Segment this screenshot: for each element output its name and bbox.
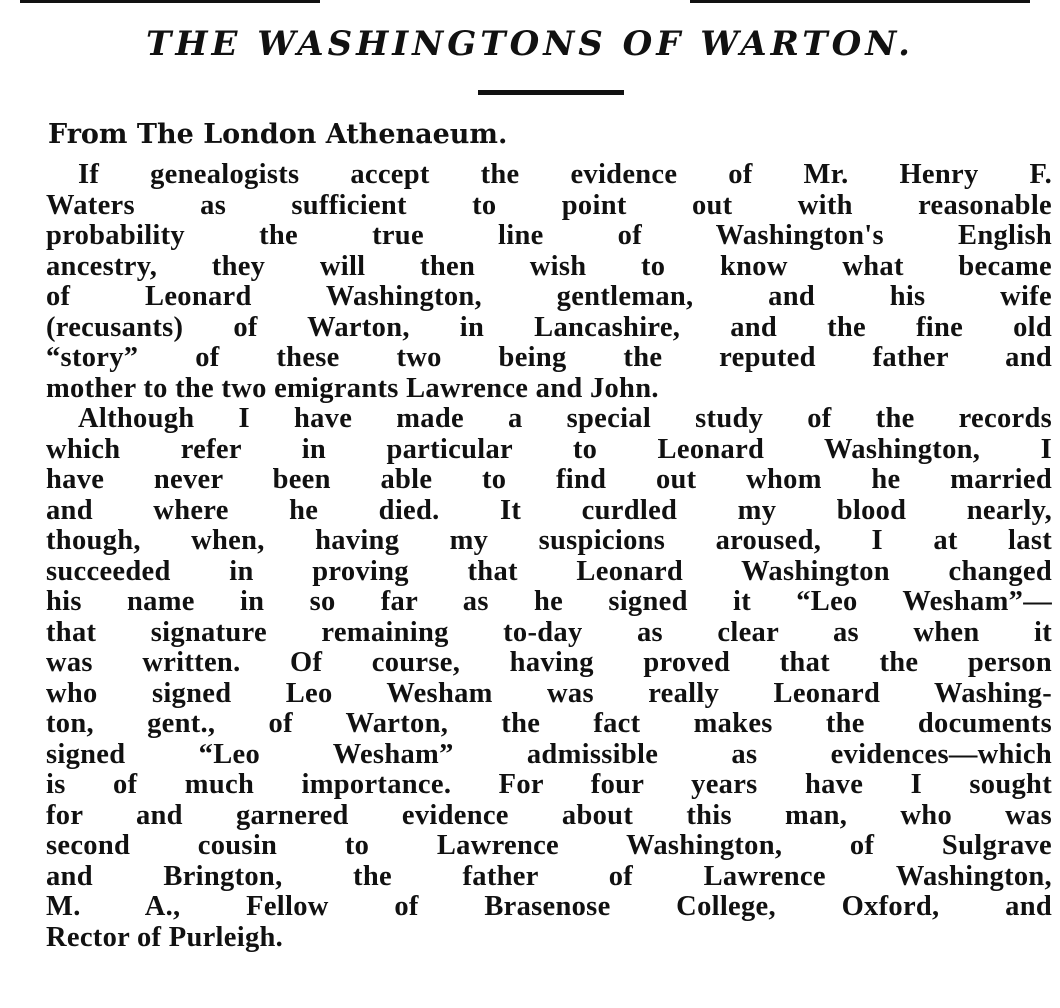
article-body [46,160,1052,953]
source-line: From The London Athenaeum. [48,119,508,150]
article-line: ton, gent., of Warton, the fact makes the documents [46,708,1052,739]
article-line: Although I have made a special study of the records [78,403,1052,434]
article-line: Waters as sufficient to point out with reasonable [46,189,1052,221]
article-line: ancestry, they will then wish to know what became [46,250,1052,282]
article-line: second cousin to Lawrence Washington, of Sulgrave [46,830,1052,861]
article-line: have never been able to find out whom he married [46,464,1052,495]
article-line: succeeded in proving that Leonard Washington changed [46,555,1052,587]
article-line: and where he died. It curdled my blood nearly, [46,494,1052,526]
headline-divider [478,90,624,95]
article-line: probability the true line of Washington's English [46,220,1052,251]
top-rule-right [690,0,1030,3]
article-line: and Brington, the father of Lawrence Washington, [46,860,1052,892]
article-line: for and garnered evidence about this man, who was [46,799,1052,831]
article-line: of Leonard Washington, gentleman, and his wife [46,281,1052,312]
article-line: signed “Leo Wesham” admissible as evidences—which [46,738,1052,770]
headline: THE WASHINGTONS OF WARTON. [146,24,914,64]
article-line: M. A., Fellow of Brasenose College, Oxford, and [46,891,1052,922]
article-line: is of much importance. For four years have I sought [46,769,1052,800]
article-line: (recusants) of Warton, in Lancashire, and the fine old [46,311,1052,343]
article-line: that signature remaining to-day as clear as when it [46,616,1052,648]
article-line: which refer in particular to Leonard Washington, I [46,433,1052,465]
article-line: was written. Of course, having proved that the person [46,647,1052,678]
article-line: his name in so far as he signed it “Leo Wesham”— [46,586,1052,617]
article-line: who signed Leo Wesham was really Leonard Washing- [46,677,1052,709]
article-line: Rector of Purleigh. [46,921,284,953]
article-line: If genealogists accept the evidence of Mr. Henry F. [78,159,1052,190]
article-line: “story” of these two being the reputed father and [46,342,1052,373]
article-line: though, when, having my suspicions aroused, I at last [46,525,1052,556]
top-rule-left [20,0,320,3]
article-line: mother to the two emigrants Lawrence and John. [46,372,659,404]
